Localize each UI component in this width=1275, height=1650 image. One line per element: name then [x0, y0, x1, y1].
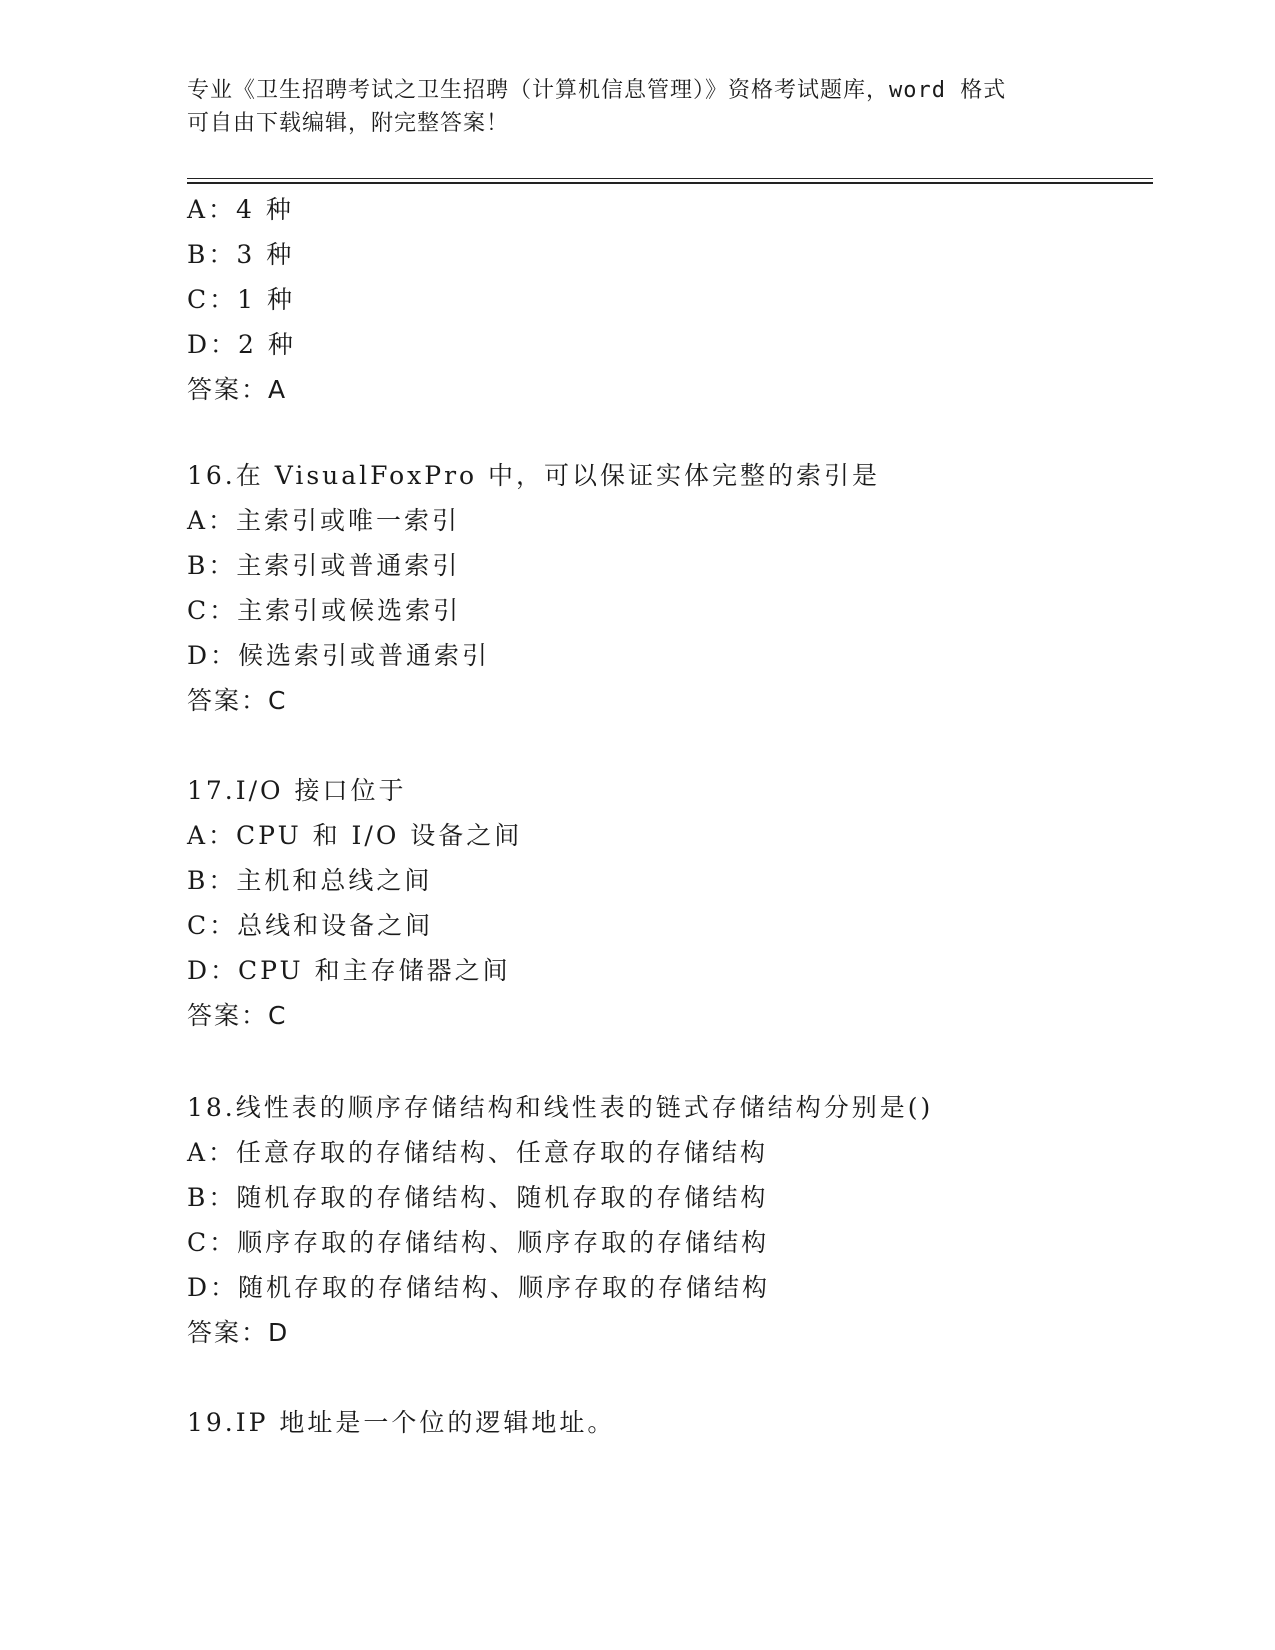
answer-label: 答案：A [187, 375, 288, 404]
option-d: D：2 种 [187, 330, 296, 359]
option-b: B：随机存取的存储结构、随机存取的存储结构 [187, 1183, 769, 1212]
answer-label: 答案：D [187, 1318, 290, 1347]
option-b: B：主机和总线之间 [187, 866, 433, 895]
question-16: 16.在 VisualFoxPro 中，可以保证实体完整的索引是 [187, 461, 881, 490]
option-a: A：CPU 和 I/O 设备之间 [187, 821, 523, 850]
option-a: A：主索引或唯一索引 [187, 506, 461, 535]
question-17: 17.I/O 接口位于 [187, 776, 407, 805]
document-header [187, 74, 1067, 140]
option-c: C：总线和设备之间 [187, 911, 434, 940]
question-18: 18.线性表的顺序存储结构和线性表的链式存储结构分别是() [187, 1093, 934, 1122]
option-b: B：主索引或普通索引 [187, 551, 461, 580]
option-d: D：随机存取的存储结构、顺序存取的存储结构 [187, 1273, 771, 1302]
option-b: B：3 种 [187, 240, 295, 269]
header-line-2: 可自由下载编辑，附完整答案！ [187, 111, 510, 136]
option-d: D：CPU 和主存储器之间 [187, 956, 511, 985]
option-d: D：候选索引或普通索引 [187, 641, 491, 670]
option-c: C：1 种 [187, 285, 295, 314]
header-divider-thick [187, 182, 1153, 184]
option-c: C：主索引或候选索引 [187, 596, 462, 625]
answer-label: 答案：C [187, 686, 288, 715]
answer-label: 答案：C [187, 1001, 288, 1030]
option-a: A：4 种 [187, 195, 294, 224]
question-19: 19.IP 地址是一个位的逻辑地址。 [187, 1408, 616, 1437]
option-c: C：顺序存取的存储结构、顺序存取的存储结构 [187, 1228, 770, 1257]
option-a: A：任意存取的存储结构、任意存取的存储结构 [187, 1138, 769, 1167]
header-divider-thin [187, 178, 1153, 179]
header-line-1: 专业《卫生招聘考试之卫生招聘（计算机信息管理）》资格考试题库，word 格式 [187, 78, 1007, 103]
